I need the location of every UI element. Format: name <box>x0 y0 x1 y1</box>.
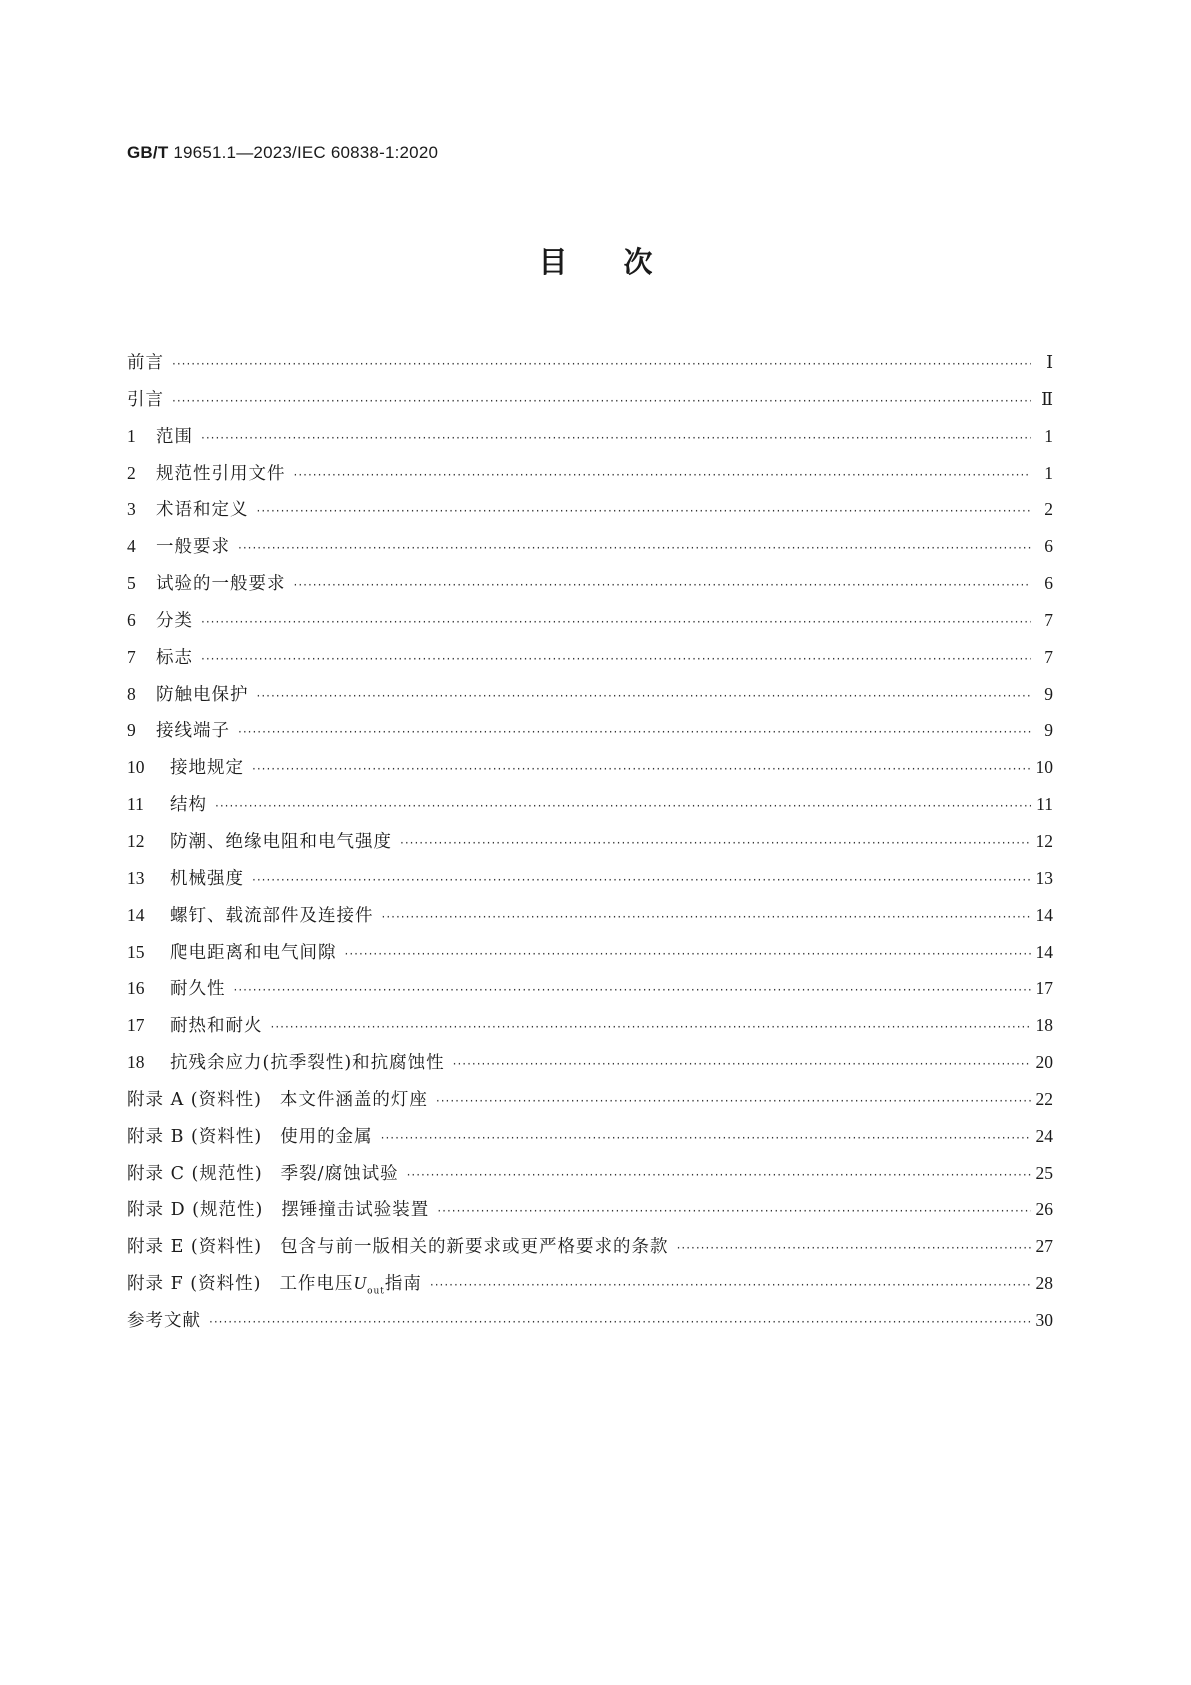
toc-section-number: 18 <box>127 1052 145 1073</box>
toc-page-number: 7 <box>1044 609 1053 630</box>
doc-id-number: 19651.1—2023/IEC 60838-1:2020 <box>173 143 439 162</box>
appendix-tag: 附录 F (资料性) <box>127 1274 262 1295</box>
toc-entry-label <box>127 1229 669 1266</box>
toc-section-number: 17 <box>127 1015 145 1036</box>
toc-entry-label: 接地规定 <box>170 758 244 779</box>
toc-entry-label: 耐久性 <box>170 979 226 1000</box>
toc-section-number: 4 <box>127 536 136 557</box>
toc-page-number: 14 <box>1035 904 1053 925</box>
toc-entry-label <box>127 1156 399 1193</box>
toc-entry-appendix-c[interactable] <box>127 1155 1053 1192</box>
toc-page-number: 6 <box>1044 536 1053 557</box>
toc-entry-11[interactable] <box>127 786 1053 823</box>
toc-leader <box>201 420 1031 457</box>
toc-section-number: 13 <box>127 867 145 888</box>
toc-leader <box>252 862 1031 899</box>
appendix-title: 使用的金属 <box>280 1126 373 1147</box>
toc-page-number: 11 <box>1036 794 1053 815</box>
appendix-title: 包含与前一版相关的新要求或更严格要求的条款 <box>280 1237 669 1258</box>
toc-section-number: 14 <box>127 904 145 925</box>
toc-entry-5[interactable] <box>127 565 1053 602</box>
appendix-title: 本文件涵盖的灯座 <box>279 1089 428 1110</box>
toc-page-number: 1 <box>1044 462 1053 483</box>
toc-page-number: 24 <box>1035 1125 1053 1146</box>
appendix-tag: 附录 C (规范性) <box>127 1163 263 1184</box>
toc-leader <box>436 1083 1031 1120</box>
toc-page-number: 6 <box>1044 573 1053 594</box>
toc-leader <box>234 972 1032 1009</box>
toc-entry-label: 抗残余应力(抗季裂性)和抗腐蚀性 <box>170 1053 445 1074</box>
toc-entry-appendix-e[interactable] <box>127 1228 1053 1265</box>
toc-entry-label <box>127 1082 428 1119</box>
toc-entry-appendix-d[interactable] <box>127 1191 1053 1228</box>
toc-entry-13[interactable] <box>127 860 1053 897</box>
toc-entry-label: 前言 <box>127 353 164 373</box>
toc-leader <box>453 1046 1031 1083</box>
toc-entry-label: 防潮、绝缘电阻和电气强度 <box>170 831 392 852</box>
toc-page-number: 28 <box>1035 1273 1053 1294</box>
toc-entry-label: 接线端子 <box>156 721 230 742</box>
toc-section-number: 1 <box>127 425 136 446</box>
toc-entry-label: 爬电距离和电气间隙 <box>170 942 337 963</box>
toc-entry-3[interactable] <box>127 491 1053 528</box>
toc-entry-appendix-b[interactable] <box>127 1118 1053 1155</box>
toc-page-number: 2 <box>1044 499 1053 520</box>
toc-entry-17[interactable] <box>127 1007 1053 1044</box>
toc-leader <box>271 1009 1032 1046</box>
appendix-title <box>279 1273 422 1297</box>
toc-page-number: 22 <box>1035 1088 1053 1109</box>
toc-page-number: 17 <box>1035 978 1053 999</box>
toc-leader <box>677 1230 1031 1267</box>
toc-leader <box>252 751 1031 788</box>
toc-section-number: 15 <box>127 941 145 962</box>
toc-leader <box>209 1304 1031 1341</box>
page-title <box>0 244 1191 280</box>
appendix-title: 摆锤撞击试验装置 <box>281 1200 430 1221</box>
toc-leader <box>407 1157 1031 1194</box>
toc-entry-label: 标志 <box>156 647 193 668</box>
toc-entry-appendix-f[interactable] <box>127 1265 1053 1302</box>
toc-page-number: 30 <box>1035 1309 1053 1330</box>
toc-page-number: 12 <box>1035 830 1053 851</box>
toc-entry-4[interactable] <box>127 528 1053 565</box>
toc-entry-label: 机械强度 <box>170 868 244 889</box>
toc-leader <box>437 1193 1031 1230</box>
toc-entry-label: 试验的一般要求 <box>156 574 286 595</box>
toc-entry-label: 范围 <box>156 426 193 447</box>
toc-entry-7[interactable] <box>127 639 1053 676</box>
toc-entry-references[interactable] <box>127 1302 1053 1339</box>
toc-section-number: 5 <box>127 573 136 594</box>
toc-page-number: 1 <box>1044 425 1053 446</box>
title-part-1: 目 <box>538 245 568 279</box>
toc-page-number: 13 <box>1035 867 1053 888</box>
appendix-tag: 附录 A (资料性) <box>127 1089 262 1110</box>
toc-leader <box>294 567 1032 604</box>
appendix-title-part: 工作电压 <box>279 1274 354 1295</box>
toc-page-number: 9 <box>1044 683 1053 704</box>
toc-leader <box>382 899 1032 936</box>
toc-section-number: 2 <box>127 462 136 483</box>
toc-leader <box>400 825 1031 862</box>
toc-leader <box>345 936 1032 973</box>
toc-entry-2[interactable] <box>127 455 1053 492</box>
toc-leader <box>238 530 1031 567</box>
toc-entry-label: 一般要求 <box>156 537 230 558</box>
toc-section-number: 8 <box>127 683 136 704</box>
toc-entry-label: 规范性引用文件 <box>156 463 286 484</box>
toc-page-number: 25 <box>1035 1162 1053 1183</box>
toc-page-number: 18 <box>1035 1015 1053 1036</box>
toc-section-number: 6 <box>127 609 136 630</box>
toc-entry-appendix-a[interactable] <box>127 1081 1053 1118</box>
toc-entry-6[interactable] <box>127 602 1053 639</box>
toc-entry-8[interactable] <box>127 676 1053 713</box>
toc-entry-label: 结构 <box>170 795 207 816</box>
toc-entry-label: 防触电保护 <box>156 684 249 705</box>
toc-leader <box>381 1120 1031 1157</box>
toc-section-number: 3 <box>127 499 136 520</box>
toc-leader <box>430 1267 1031 1304</box>
toc-page-number: 26 <box>1035 1199 1053 1220</box>
toc-leader <box>257 678 1032 715</box>
toc-leader <box>201 641 1031 678</box>
toc-entry-label <box>127 1119 373 1156</box>
toc-page-number: 9 <box>1044 720 1053 741</box>
toc-entry-label: 参考文献 <box>127 1310 201 1331</box>
table-of-contents <box>127 344 1053 1339</box>
appendix-title: 季裂/腐蚀试验 <box>280 1163 399 1184</box>
document-id <box>127 143 438 163</box>
toc-section-number: 10 <box>127 757 145 778</box>
toc-entry-label: 螺钉、载流部件及连接件 <box>170 905 374 926</box>
toc-leader <box>257 493 1032 530</box>
toc-entry-foreword[interactable] <box>127 344 1053 381</box>
toc-entry-9[interactable] <box>127 712 1053 749</box>
toc-page-number: Ⅰ <box>1046 352 1053 372</box>
toc-leader <box>294 457 1032 494</box>
toc-entry-1[interactable] <box>127 418 1053 455</box>
toc-entry-label: 耐热和耐火 <box>170 1016 263 1037</box>
toc-entry-16[interactable] <box>127 970 1053 1007</box>
toc-entry-introduction[interactable] <box>127 381 1053 418</box>
toc-entry-14[interactable] <box>127 897 1053 934</box>
appendix-tag: 附录 D (规范性) <box>127 1200 264 1221</box>
toc-page-number: 20 <box>1035 1052 1053 1073</box>
toc-page-number: 7 <box>1044 646 1053 667</box>
toc-entry-10[interactable] <box>127 749 1053 786</box>
toc-section-number: 11 <box>127 794 144 815</box>
toc-section-number: 16 <box>127 978 145 999</box>
doc-id-prefix: GB/T <box>127 143 169 162</box>
toc-entry-15[interactable] <box>127 934 1053 971</box>
title-part-2: 次 <box>623 245 653 279</box>
toc-section-number: 7 <box>127 646 136 667</box>
toc-page-number: 27 <box>1035 1236 1053 1257</box>
toc-page-number: 10 <box>1035 757 1053 778</box>
toc-entry-12[interactable] <box>127 823 1053 860</box>
toc-entry-label: 术语和定义 <box>156 500 249 521</box>
toc-page-number: 14 <box>1035 941 1053 962</box>
appendix-title-part: 指南 <box>384 1274 422 1295</box>
toc-entry-label: 引言 <box>127 389 164 410</box>
toc-section-number: 12 <box>127 830 145 851</box>
toc-leader <box>201 604 1031 641</box>
toc-entry-label: 分类 <box>156 610 193 631</box>
appendix-tag: 附录 E (资料性) <box>127 1237 263 1258</box>
toc-leader <box>172 383 1031 420</box>
toc-section-number: 9 <box>127 720 136 741</box>
toc-leader <box>238 714 1031 751</box>
voltage-symbol: U <box>353 1273 368 1294</box>
toc-leader <box>172 346 1031 383</box>
toc-leader <box>215 788 1031 825</box>
toc-entry-label <box>127 1192 429 1229</box>
toc-entry-18[interactable] <box>127 1044 1053 1081</box>
appendix-tag: 附录 B (资料性) <box>127 1126 263 1147</box>
voltage-subscript: out <box>367 1286 385 1297</box>
toc-page-number: Ⅱ <box>1041 388 1053 409</box>
